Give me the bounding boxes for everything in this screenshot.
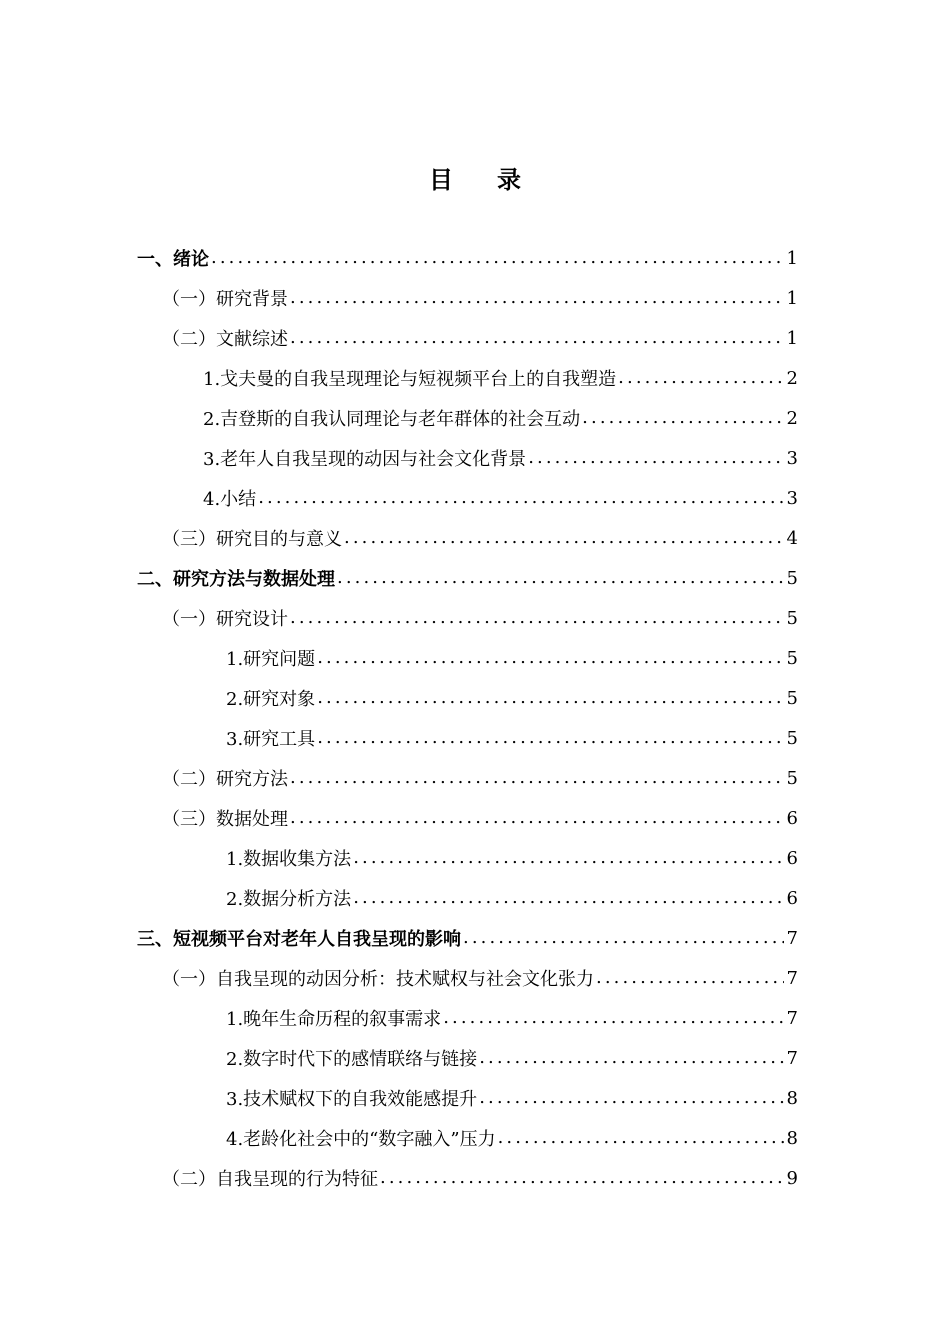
toc-entry-page: 5 — [786, 647, 798, 669]
toc-entry-page: 7 — [786, 1007, 798, 1029]
toc-entry[interactable] — [226, 1038, 798, 1078]
toc-entry-text: （二）自我呈现的行为特征 — [162, 1169, 378, 1190]
toc-entry-text: 2.数字时代下的感情联络与链接 — [226, 1049, 478, 1070]
toc-entry-text: （二）文献综述 — [162, 329, 288, 350]
toc-entry-text: 1.数据收集方法 — [226, 849, 352, 870]
toc-leader-dots — [317, 729, 784, 758]
toc-entry[interactable] — [203, 438, 798, 478]
toc-entry-text: 2.研究对象 — [226, 689, 316, 710]
toc-leader-dots — [443, 1009, 784, 1038]
toc-entry-page: 8 — [786, 1087, 798, 1109]
toc-entry-text: 1.晚年生命历程的叙事需求 — [226, 1009, 442, 1030]
toc-leader-dots — [290, 809, 784, 838]
toc-title: 目录 — [429, 166, 565, 194]
toc-leader-dots — [596, 969, 784, 998]
toc-entry[interactable] — [226, 838, 798, 878]
toc-entry-text: （一）研究设计 — [162, 609, 288, 630]
toc-entry-text: 2.吉登斯的自我认同理论与老年群体的社会互动 — [203, 409, 581, 430]
toc-entry-page: 6 — [786, 847, 798, 869]
toc-leader-dots — [211, 249, 784, 278]
toc-leader-dots — [353, 849, 784, 878]
toc-entry-text: （一）自我呈现的动因分析：技术赋权与社会文化张力 — [162, 969, 594, 990]
toc-entry[interactable] — [226, 1118, 798, 1158]
toc-entry-text: （一）研究背景 — [162, 289, 288, 310]
toc-entry-page: 5 — [786, 567, 798, 589]
toc-entry-page: 3 — [786, 447, 798, 469]
toc-entry[interactable] — [162, 518, 798, 558]
toc-entry[interactable] — [162, 318, 798, 358]
toc-entry-text: 3.老年人自我呈现的动因与社会文化背景 — [203, 449, 527, 470]
toc-entry-text: 3.研究工具 — [226, 729, 316, 750]
toc-entry-page: 7 — [786, 927, 798, 949]
toc-entry-text: 三、短视频平台对老年人自我呈现的影响 — [137, 929, 461, 950]
toc-entry-text: 3.技术赋权下的自我效能感提升 — [226, 1089, 478, 1110]
toc-entry-page: 8 — [786, 1127, 798, 1149]
toc-entry-page: 6 — [786, 887, 798, 909]
toc-entry[interactable] — [226, 878, 798, 918]
toc-entry-text: （三）研究目的与意义 — [162, 529, 342, 550]
toc-entry-chapter-2[interactable] — [137, 558, 798, 598]
toc-entry[interactable] — [162, 958, 798, 998]
toc-entry[interactable] — [203, 358, 798, 398]
toc-leader-dots — [337, 569, 784, 598]
toc-leader-dots — [258, 489, 784, 518]
toc-entry-page: 5 — [786, 687, 798, 709]
toc-leader-dots — [528, 449, 784, 478]
toc-entry-text: （二）研究方法 — [162, 769, 288, 790]
toc-entry[interactable] — [226, 998, 798, 1038]
toc-entry-page: 2 — [786, 367, 798, 389]
toc-entry-text: 4.小结 — [203, 489, 257, 510]
toc-entry-page: 7 — [786, 967, 798, 989]
toc-entry-text: 二、研究方法与数据处理 — [137, 569, 335, 590]
toc-entry-text: 一、绪论 — [137, 249, 209, 270]
toc-leader-dots — [317, 689, 784, 718]
toc-leader-dots — [380, 1169, 784, 1198]
toc-entry-text: 1.戈夫曼的自我呈现理论与短视频平台上的自我塑造 — [203, 369, 617, 390]
toc-entry-text: （三）数据处理 — [162, 809, 288, 830]
toc-entry[interactable] — [203, 398, 798, 438]
toc-leader-dots — [290, 289, 784, 318]
toc-entry[interactable] — [162, 1158, 798, 1198]
toc-entry-page: 6 — [786, 807, 798, 829]
toc-leader-dots — [317, 649, 784, 678]
toc-leader-dots — [479, 1049, 784, 1078]
toc-entry[interactable] — [226, 638, 798, 678]
toc-leader-dots — [463, 929, 784, 958]
toc-leader-dots — [479, 1089, 784, 1118]
toc-entry-chapter-1[interactable] — [137, 238, 798, 278]
toc-entry-text: 1.研究问题 — [226, 649, 316, 670]
toc-entry[interactable] — [203, 478, 798, 518]
toc-leader-dots — [582, 409, 784, 438]
toc-entry-page: 4 — [786, 527, 798, 549]
toc-entry-page: 1 — [786, 247, 798, 269]
toc-entry[interactable] — [226, 678, 798, 718]
toc-entry-page: 2 — [786, 407, 798, 429]
toc-leader-dots — [290, 769, 784, 798]
toc-entry-page: 3 — [786, 487, 798, 509]
toc-entry[interactable] — [162, 798, 798, 838]
toc-entry-text: 4.老龄化社会中的“数字融入”压力 — [226, 1129, 496, 1150]
toc-entry[interactable] — [162, 278, 798, 318]
toc-entry-page: 5 — [786, 607, 798, 629]
toc-entry-page: 9 — [786, 1167, 798, 1189]
toc-entry-page: 1 — [786, 327, 798, 349]
toc-entry[interactable] — [226, 718, 798, 758]
toc-leader-dots — [353, 889, 784, 918]
toc-leader-dots — [498, 1129, 784, 1158]
toc-entry[interactable] — [162, 758, 798, 798]
toc-leader-dots — [344, 529, 784, 558]
toc-entry-page: 1 — [786, 287, 798, 309]
toc-entry[interactable] — [226, 1078, 798, 1118]
toc-entry-page: 5 — [786, 767, 798, 789]
toc-entry[interactable] — [162, 598, 798, 638]
toc-entry-text: 2.数据分析方法 — [226, 889, 352, 910]
toc-entry-chapter-3[interactable] — [137, 918, 798, 958]
toc-leader-dots — [618, 369, 784, 398]
toc-entry-page: 7 — [786, 1047, 798, 1069]
toc-leader-dots — [290, 609, 784, 638]
toc-entry-page: 5 — [786, 727, 798, 749]
toc-leader-dots — [290, 329, 784, 358]
